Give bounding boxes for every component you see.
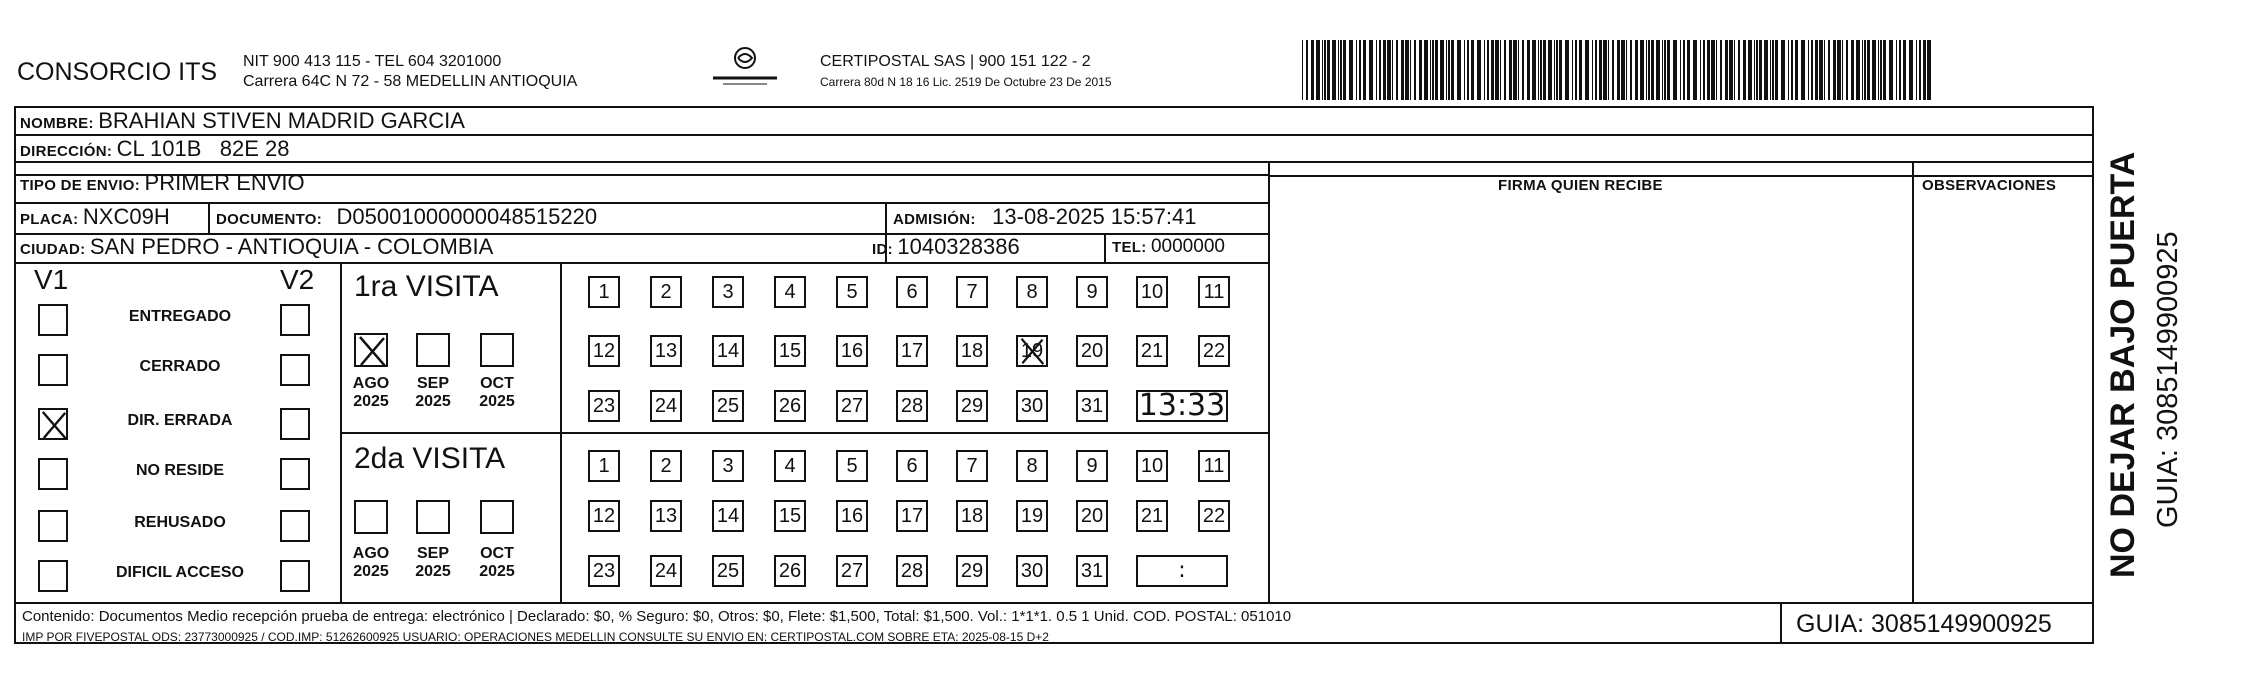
barcode-bar — [1359, 40, 1361, 100]
first-visit-day[interactable]: 26 — [774, 390, 806, 422]
row-divider — [340, 432, 1268, 434]
tipo-envio-label: TIPO DE ENVIO: — [20, 177, 141, 194]
second-visit-day[interactable]: 14 — [712, 500, 744, 532]
barcode-bar — [1522, 40, 1524, 100]
first-visit-day[interactable]: 2 — [650, 276, 682, 308]
barcode-bar — [1693, 40, 1697, 100]
barcode-bar — [1477, 40, 1481, 100]
barcode-bar — [1896, 40, 1897, 100]
barcode-bar — [1401, 40, 1404, 100]
v1-checkbox[interactable] — [38, 354, 68, 386]
second-visit-day[interactable]: 31 — [1076, 555, 1108, 587]
barcode-bar — [1572, 40, 1573, 100]
first-visit-day[interactable]: 16 — [836, 335, 868, 367]
barcode-bar — [1903, 40, 1906, 100]
barcode-bar — [1635, 40, 1638, 100]
barcode-bar — [1716, 40, 1717, 100]
first-visit-day[interactable]: 27 — [836, 390, 868, 422]
second-visit-day[interactable]: 15 — [774, 500, 806, 532]
direccion-label: DIRECCIÓN: — [20, 143, 113, 160]
certipostal-line: CERTIPOSTAL SAS | 900 151 122 - 2 — [820, 53, 1091, 70]
second-visit-day[interactable]: 17 — [896, 500, 928, 532]
month-label: AGO 2025 — [352, 375, 390, 410]
v2-checkbox[interactable] — [280, 560, 310, 592]
row-divider — [14, 262, 1268, 264]
company-info — [243, 52, 577, 92]
barcode-bar — [1518, 40, 1519, 100]
barcode-bar — [1772, 40, 1774, 100]
documento-value: D05001000000048515220 — [336, 204, 598, 229]
v2-checkbox[interactable] — [280, 408, 310, 440]
barcode-bar — [1640, 40, 1644, 100]
nombre-value: BRAHIAN STIVEN MADRID GARCIA — [98, 108, 465, 133]
second-visit-day[interactable]: 21 — [1136, 500, 1168, 532]
barcode-bar — [1369, 40, 1373, 100]
barcode-bar — [1540, 40, 1542, 100]
tel-label: TEL: — [1112, 239, 1147, 256]
barcode-bar — [1548, 40, 1552, 100]
barcode-bar — [1725, 40, 1728, 100]
second-visit-title: 2da VISITA — [354, 442, 506, 475]
barcode-bar — [1867, 40, 1870, 100]
second-visit-month-checkbox[interactable] — [354, 500, 388, 534]
barcode-bar — [1743, 40, 1746, 100]
barcode-bar — [1424, 40, 1428, 100]
status-label: REHUSADO — [134, 514, 226, 531]
barcode-bar — [1673, 40, 1677, 100]
first-visit-day[interactable]: 13 — [650, 335, 682, 367]
id-label: ID: — [872, 241, 893, 258]
first-visit-day[interactable]: 15 — [774, 335, 806, 367]
barcode-bar — [1764, 40, 1768, 100]
first-visit-day[interactable]: 10 — [1136, 276, 1168, 308]
certipostal-info — [820, 52, 1112, 92]
barcode-bar — [1759, 40, 1762, 100]
barcode-bar — [1754, 40, 1755, 100]
second-visit-day[interactable]: 29 — [956, 555, 988, 587]
no-dejar-text: NO DEJAR BAJO PUERTA — [2104, 151, 2142, 578]
first-visit-day[interactable]: 12 — [588, 335, 620, 367]
barcode-bar — [1808, 40, 1809, 100]
barcode-bar — [1430, 40, 1431, 100]
second-visit-day[interactable]: 13 — [650, 500, 682, 532]
barcode-bar — [1338, 40, 1339, 100]
first-visit-day[interactable]: 6 — [896, 276, 928, 308]
firma-label: FIRMA QUIEN RECIBE — [1498, 177, 1663, 194]
second-visit-day[interactable]: 20 — [1076, 500, 1108, 532]
second-visit-day[interactable]: 10 — [1136, 450, 1168, 482]
barcode-bar — [1828, 40, 1830, 100]
first-visit-time[interactable]: 13:33 — [1136, 390, 1228, 422]
month-label: SEP 2025 — [415, 375, 451, 410]
first-visit-day[interactable]: 9 — [1076, 276, 1108, 308]
barcode-bar — [1603, 40, 1607, 100]
barcode-bar — [1464, 40, 1465, 100]
admision-label: ADMISIÓN: — [893, 211, 976, 228]
second-visit-day[interactable]: 27 — [836, 555, 868, 587]
first-visit-day[interactable]: 1 — [588, 276, 620, 308]
barcode-bar — [1791, 40, 1793, 100]
barcode-bar — [1703, 40, 1705, 100]
barcode-bar — [1617, 40, 1620, 100]
barcode-bar — [1396, 40, 1398, 100]
ciudad-value: SAN PEDRO - ANTIOQUIA - COLOMBIA — [89, 234, 494, 259]
documento-cell — [216, 204, 597, 230]
barcode-bar — [1662, 40, 1663, 100]
second-visit-month-checkbox[interactable] — [416, 500, 450, 534]
barcode-bar — [1363, 40, 1366, 100]
barcode-bar — [1626, 40, 1627, 100]
col-divider — [1104, 234, 1106, 262]
barcode-bar — [1302, 40, 1303, 100]
barcode-bar — [1592, 40, 1593, 100]
barcode-bar — [1332, 40, 1336, 100]
barcode-bar — [1711, 40, 1715, 100]
barcode-bar — [1648, 40, 1650, 100]
barcode-bar — [1878, 40, 1879, 100]
barcode-bar — [1621, 40, 1625, 100]
barcode-bar — [1340, 40, 1342, 100]
barcode-bar — [1527, 40, 1530, 100]
barcode-bar — [1770, 40, 1771, 100]
first-visit-day[interactable]: 14 — [712, 335, 744, 367]
barcode-bar — [1872, 40, 1876, 100]
admision-value: 13-08-2025 15:57:41 — [992, 204, 1197, 229]
barcode-bar — [1356, 40, 1357, 100]
address-line: Carrera 64C N 72 - 58 MEDELLIN ANTIOQUIA — [243, 73, 578, 90]
id-cell — [872, 234, 1020, 260]
guia-footer: GUIA: 3085149900925 — [1796, 610, 2052, 638]
barcode-bar — [1471, 40, 1474, 100]
barcode-bar — [1451, 40, 1454, 100]
v1-checkbox[interactable] — [38, 408, 68, 440]
status-label: DIFICIL ACCESO — [115, 564, 244, 581]
barcode-bar — [1559, 40, 1562, 100]
barcode-bar — [1667, 40, 1670, 100]
direccion-row — [20, 136, 290, 162]
first-visit-day[interactable]: 21 — [1136, 335, 1168, 367]
second-visit-day[interactable]: 7 — [956, 450, 988, 482]
barcode-bar — [1599, 40, 1602, 100]
second-visit-day[interactable]: 9 — [1076, 450, 1108, 482]
month-label: OCT 2025 — [479, 375, 515, 410]
barcode-bar — [1327, 40, 1330, 100]
col-divider — [1268, 162, 1270, 602]
barcode-bar — [1781, 40, 1785, 100]
status-label: CERRADO — [139, 358, 221, 375]
barcode-bar — [1554, 40, 1555, 100]
barcode-bar — [1801, 40, 1805, 100]
direccion-value: CL 101B 82E 28 — [116, 136, 290, 161]
v1-checkbox[interactable] — [38, 510, 68, 542]
barcode-bar — [1927, 40, 1931, 100]
month-label: AGO 2025 — [352, 545, 390, 580]
barcode-bar — [1306, 40, 1308, 100]
second-visit-day[interactable]: 12 — [588, 500, 620, 532]
barcode-bar — [1538, 40, 1539, 100]
first-visit-day[interactable]: 24 — [650, 390, 682, 422]
barcode-bar — [1495, 40, 1499, 100]
contenido-text: Contenido: Documentos Medio recepción prueba de entrega: electrónico | Declarado: $0, % Seguro: $0, Otros: $0, Flete: $1,500, Total: $1,500. Vol.: 1*1*1. 0.5 1 Unid. COD. POSTAL: 051010 — [22, 608, 1292, 625]
v2-checkbox[interactable] — [280, 304, 310, 336]
first-visit-day[interactable]: 28 — [896, 390, 928, 422]
status-label: ENTREGADO — [128, 308, 232, 325]
first-visit-day[interactable]: 8 — [1016, 276, 1048, 308]
second-visit-day[interactable]: 30 — [1016, 555, 1048, 587]
first-visit-day[interactable]: 19 — [1016, 335, 1048, 367]
v1-checkbox[interactable] — [38, 458, 68, 490]
barcode-bar — [1700, 40, 1701, 100]
barcode-bar — [1500, 40, 1501, 100]
placa-cell — [20, 204, 170, 230]
v1-label: V1 — [34, 264, 69, 295]
v2-checkbox[interactable] — [280, 458, 310, 490]
first-visit-day[interactable]: 18 — [956, 335, 988, 367]
barcode-bar — [1916, 40, 1917, 100]
certipostal-address: Carrera 80d N 18 16 Lic. 2519 De Octubre 23 De 2015 — [820, 75, 1112, 89]
second-visit-day[interactable]: 23 — [588, 555, 620, 587]
second-visit-day[interactable]: 28 — [896, 555, 928, 587]
first-visit-day[interactable]: 23 — [588, 390, 620, 422]
second-visit-day[interactable]: 8 — [1016, 450, 1048, 482]
barcode-bar — [1680, 40, 1681, 100]
barcode-bar — [1440, 40, 1444, 100]
second-visit-day[interactable]: 2 — [650, 450, 682, 482]
barcode-bar — [1383, 40, 1386, 100]
second-visit-day[interactable]: 4 — [774, 450, 806, 482]
shipping-label-frame — [14, 106, 2094, 644]
barcode-bar — [1432, 40, 1434, 100]
barcode-bar — [1775, 40, 1778, 100]
barcode-bar — [1579, 40, 1582, 100]
second-visit-month-checkbox[interactable] — [480, 500, 514, 534]
tel-cell — [1112, 236, 1225, 258]
barcode-bar — [1349, 40, 1353, 100]
barcode-bar — [1405, 40, 1409, 100]
barcode-bar — [1862, 40, 1863, 100]
barcode-bar — [1575, 40, 1577, 100]
barcode-bar — [1446, 40, 1447, 100]
observaciones-label: OBSERVACIONES — [1922, 177, 2057, 194]
barcode-bar — [1811, 40, 1813, 100]
second-visit-day[interactable]: 26 — [774, 555, 806, 587]
barcode-bar — [1504, 40, 1506, 100]
barcode-bar — [1756, 40, 1758, 100]
second-visit-day[interactable]: 11 — [1198, 450, 1230, 482]
barcode-bar — [1919, 40, 1921, 100]
placa-value: NXC09H — [82, 204, 170, 229]
second-visit-day[interactable]: 5 — [836, 450, 868, 482]
barcode-bar — [1322, 40, 1323, 100]
barcode-bar — [1707, 40, 1710, 100]
barcode-bar — [1851, 40, 1854, 100]
first-visit-day[interactable]: 22 — [1198, 335, 1230, 367]
barcode-bar — [1467, 40, 1469, 100]
first-visit-month-checkbox[interactable] — [480, 333, 514, 367]
month-label: SEP 2025 — [415, 545, 451, 580]
barcode-bar — [1392, 40, 1393, 100]
barcode-bar — [1630, 40, 1632, 100]
month-label: OCT 2025 — [479, 545, 515, 580]
nombre-label: NOMBRE: — [20, 115, 94, 132]
tel-value: 0000000 — [1150, 236, 1225, 257]
row-divider — [14, 134, 2094, 136]
barcode-bar — [1819, 40, 1823, 100]
barcode-bar — [1856, 40, 1860, 100]
barcode-bar — [1595, 40, 1597, 100]
barcode-bar — [1923, 40, 1926, 100]
barcode-bar — [1824, 40, 1825, 100]
first-visit-day[interactable]: 20 — [1076, 335, 1108, 367]
v1-checkbox[interactable] — [38, 560, 68, 592]
first-visit-day[interactable]: 31 — [1076, 390, 1108, 422]
v2-label: V2 — [280, 264, 315, 295]
barcode-bar — [1729, 40, 1733, 100]
col-divider — [1780, 602, 1782, 644]
barcode-bar — [1899, 40, 1901, 100]
second-visit-day[interactable]: 24 — [650, 555, 682, 587]
barcode-bar — [1435, 40, 1438, 100]
barcode-bar — [1608, 40, 1609, 100]
barcode-bar — [1909, 40, 1913, 100]
barcode-bar — [1457, 40, 1461, 100]
barcode-bar — [1556, 40, 1558, 100]
barcode-bar — [1687, 40, 1690, 100]
status-label: DIR. ERRADA — [127, 412, 233, 429]
second-visit-day[interactable]: 16 — [836, 500, 868, 532]
barcode-bar — [1376, 40, 1377, 100]
second-visit-day[interactable]: 19 — [1016, 500, 1048, 532]
barcode-bar — [1532, 40, 1536, 100]
barcode-bar — [1419, 40, 1422, 100]
first-visit-day[interactable]: 4 — [774, 276, 806, 308]
first-visit-day[interactable]: 11 — [1198, 276, 1230, 308]
id-value: 1040328386 — [897, 234, 1020, 259]
second-visit-day[interactable]: 18 — [956, 500, 988, 532]
barcode-bar — [1324, 40, 1326, 100]
barcode-bar — [1656, 40, 1660, 100]
first-visit-day[interactable]: 17 — [896, 335, 928, 367]
first-visit-day[interactable]: 3 — [712, 276, 744, 308]
barcode-bar — [1748, 40, 1752, 100]
barcode-bar — [1815, 40, 1818, 100]
barcode-bar — [1846, 40, 1848, 100]
barcode-icon — [1302, 40, 1938, 100]
col-divider — [560, 262, 562, 602]
barcode-bar — [1833, 40, 1836, 100]
first-visit-month-checkbox[interactable] — [354, 333, 388, 367]
row-divider — [14, 602, 2094, 604]
barcode-bar — [1788, 40, 1789, 100]
barcode-bar — [1646, 40, 1647, 100]
barcode-bar — [1311, 40, 1314, 100]
col-divider — [208, 204, 210, 234]
nombre-row — [20, 108, 465, 134]
barcode-bar — [1683, 40, 1685, 100]
barcode-bar — [1379, 40, 1381, 100]
barcode-bar — [1513, 40, 1517, 100]
second-visit-day[interactable]: 6 — [896, 450, 928, 482]
imp-text: IMP POR FIVEPOSTAL ODS: 23773000925 / COD.IMP: 51262600925 USUARIO: OPERACIONES MEDELLIN CONSULTE SU ENVIO EN: CERTIPOSTAL.COM SOBRE ETA: 2025-08-15 D+2 — [22, 630, 1049, 644]
placa-label: PLACA: — [20, 211, 79, 228]
barcode-bar — [1734, 40, 1735, 100]
status-label: NO RESIDE — [135, 462, 224, 479]
first-visit-day[interactable]: 29 — [956, 390, 988, 422]
barcode-bar — [1448, 40, 1450, 100]
v1-checkbox[interactable] — [38, 304, 68, 336]
ciudad-cell — [20, 234, 493, 260]
barcode-bar — [1414, 40, 1416, 100]
second-visit-day[interactable]: 25 — [712, 555, 744, 587]
barcode-bar — [1487, 40, 1489, 100]
admision-cell — [893, 204, 1196, 230]
barcode-bar — [1509, 40, 1512, 100]
barcode-bar — [1410, 40, 1411, 100]
second-visit-day[interactable]: 1 — [588, 450, 620, 482]
second-visit-time[interactable]: : — [1136, 555, 1228, 587]
v2-checkbox[interactable] — [280, 510, 310, 542]
barcode-bar — [1738, 40, 1740, 100]
first-visit-day[interactable]: 30 — [1016, 390, 1048, 422]
barcode-bar — [1343, 40, 1346, 100]
barcode-bar — [1837, 40, 1841, 100]
v2-checkbox[interactable] — [280, 354, 310, 386]
tipo-envio-value: PRIMER ENVIO — [144, 170, 305, 195]
tipo-envio-row — [20, 170, 305, 196]
ciudad-label: CIUDAD: — [20, 241, 86, 258]
barcode-bar — [1565, 40, 1569, 100]
barcode-bar — [1889, 40, 1893, 100]
barcode-bar — [1543, 40, 1546, 100]
barcode-bar — [1880, 40, 1882, 100]
first-visit-day[interactable]: 5 — [836, 276, 868, 308]
barcode-bar — [1612, 40, 1614, 100]
barcode-bar — [1664, 40, 1666, 100]
second-visit-day[interactable]: 3 — [712, 450, 744, 482]
first-visit-day[interactable]: 7 — [956, 276, 988, 308]
barcode-bar — [1864, 40, 1866, 100]
barcode-bar — [1651, 40, 1654, 100]
barcode-bar — [1491, 40, 1494, 100]
side-guia-text: GUIA: 3085149900925 — [2152, 231, 2184, 528]
barcode-bar — [1316, 40, 1320, 100]
first-visit-day[interactable]: 25 — [712, 390, 744, 422]
documento-label: DOCUMENTO: — [216, 211, 323, 228]
certipostal-logo-icon — [705, 44, 785, 92]
first-visit-month-checkbox[interactable] — [416, 333, 450, 367]
barcode-bar — [1842, 40, 1843, 100]
barcode-bar — [1585, 40, 1589, 100]
barcode-bar — [1387, 40, 1391, 100]
barcode-bar — [1795, 40, 1798, 100]
row-divider — [14, 161, 2094, 163]
col-divider — [1912, 162, 1914, 602]
barcode-bar — [1883, 40, 1886, 100]
second-visit-day[interactable]: 22 — [1198, 500, 1230, 532]
first-visit-title: 1ra VISITA — [354, 270, 499, 303]
company-name: CONSORCIO ITS — [17, 58, 218, 86]
barcode-bar — [1720, 40, 1722, 100]
barcode-bar — [1484, 40, 1485, 100]
nit-line: NIT 900 413 115 - TEL 604 3201000 — [243, 53, 502, 70]
